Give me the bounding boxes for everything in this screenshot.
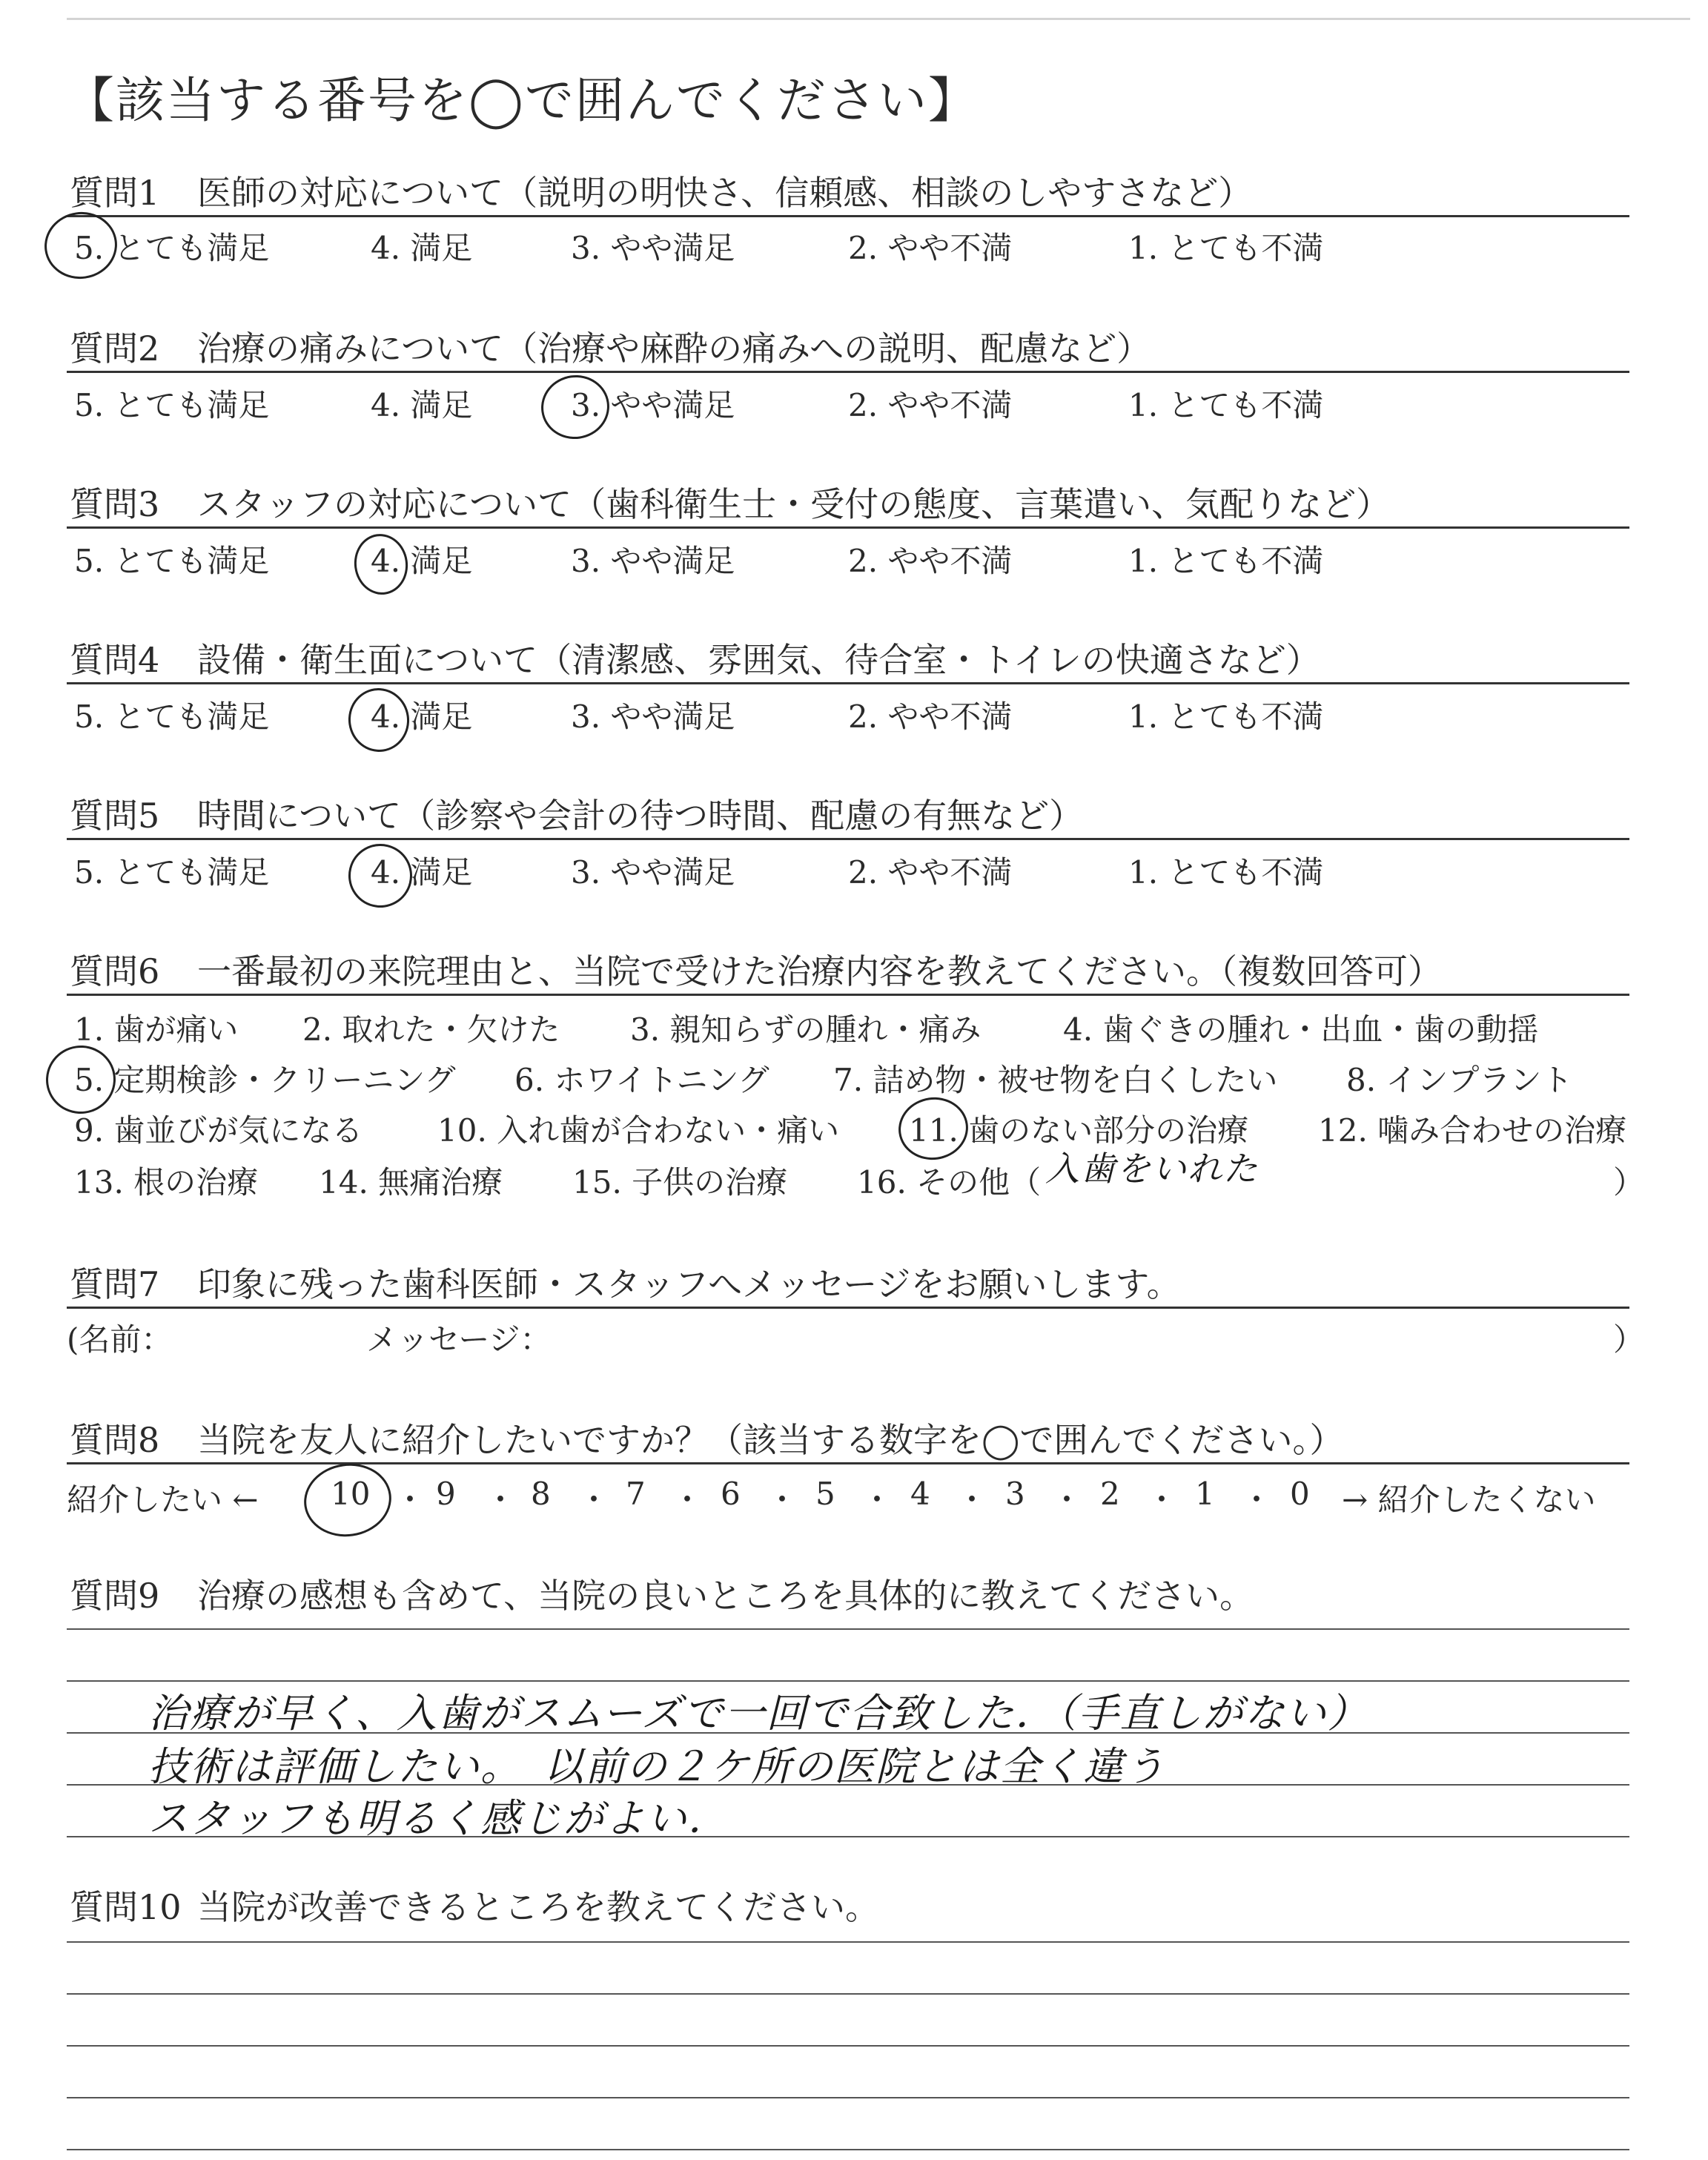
scale-separator: ・ xyxy=(394,1482,426,1518)
scale-7[interactable]: 7 xyxy=(626,1476,646,1512)
scale-separator: ・ xyxy=(578,1482,610,1518)
question-10 xyxy=(70,1880,879,1929)
scale-1[interactable]: 1 xyxy=(1195,1476,1215,1512)
choice-3[interactable]: 3. やや満足 xyxy=(571,230,735,266)
option-16[interactable]: 16. その他（ xyxy=(857,1164,1042,1200)
choice-1[interactable]: 1. とても不満 xyxy=(1128,698,1324,735)
option-9[interactable]: 9. 歯並びが気になる xyxy=(74,1112,363,1149)
scale-4[interactable]: 4 xyxy=(910,1476,930,1512)
writing-line xyxy=(67,2149,1629,2150)
question-9 xyxy=(70,1569,1254,1618)
question-number: 質問4 xyxy=(70,640,160,680)
handwritten-line-1: 治療が早く、入歯がスムーズで一回で合致した．（手直しがない） xyxy=(148,1690,1369,1737)
other-handwritten: 入歯をいれた xyxy=(1045,1149,1259,1189)
question-text: 当院を友人に紹介したいですか？（該当する数字を◯で囲んでください。） xyxy=(197,1420,1344,1460)
option-6[interactable]: 6. ホワイトニング xyxy=(514,1062,769,1098)
question-4 xyxy=(70,633,1320,682)
question-2 xyxy=(70,322,1151,371)
choice-5[interactable]: 5. とても満足 xyxy=(74,543,270,579)
handwritten-line-2: 技術は評価したい。 以前の２ケ所の医院とは全く違う xyxy=(148,1743,1166,1790)
question-number: 質問7 xyxy=(70,1264,160,1304)
choice-4[interactable]: 4. 満足 xyxy=(371,698,473,735)
question-number: 質問9 xyxy=(70,1576,160,1616)
scale-3[interactable]: 3 xyxy=(1005,1476,1025,1512)
recommend-right-label: → 紹介したくない xyxy=(1342,1482,1596,1518)
choice-3[interactable]: 3. やや満足 xyxy=(571,698,735,735)
option-10[interactable]: 10. 入れ歯が合わない・痛い xyxy=(437,1112,840,1149)
scale-9[interactable]: 9 xyxy=(436,1476,456,1512)
question-number: 質問3 xyxy=(70,484,160,524)
question-text: 医師の対応について（説明の明快さ、信頼感、相談のしやすさなど） xyxy=(197,173,1253,213)
question-text: 治療の感想も含めて、当院の良いところを具体的に教えてください。 xyxy=(197,1576,1254,1616)
choice-2[interactable]: 2. やや不満 xyxy=(848,387,1013,423)
scale-10[interactable]: 10 xyxy=(331,1476,371,1512)
question-text: 治療の痛みについて（治療や麻酔の痛みへの説明、配慮など） xyxy=(197,328,1151,369)
choice-3[interactable]: 3. やや満足 xyxy=(571,543,735,579)
choice-1[interactable]: 1. とても不満 xyxy=(1128,543,1324,579)
question-8 xyxy=(70,1413,1343,1462)
choice-2[interactable]: 2. やや不満 xyxy=(848,698,1013,735)
handwritten-line-3: スタッフも明るく感じがよい． xyxy=(148,1795,729,1842)
writing-line xyxy=(67,1993,1629,1995)
divider xyxy=(67,994,1629,996)
choice-4[interactable]: 4. 満足 xyxy=(371,543,473,579)
scale-separator: ・ xyxy=(1146,1482,1178,1518)
divider xyxy=(67,838,1629,840)
question-text: 当院が改善できるところを教えてください。 xyxy=(197,1887,879,1927)
choice-3[interactable]: 3. やや満足 xyxy=(571,387,735,423)
question-text: 時間について（診察や会計の待つ時間、配慮の有無など） xyxy=(197,796,1084,836)
question-number: 質問10 xyxy=(70,1887,182,1927)
scale-8[interactable]: 8 xyxy=(531,1476,551,1512)
option-14[interactable]: 14. 無痛治療 xyxy=(319,1164,503,1200)
question-1 xyxy=(70,166,1252,215)
scale-5[interactable]: 5 xyxy=(815,1476,835,1512)
scale-separator: ・ xyxy=(1051,1482,1083,1518)
scale-6[interactable]: 6 xyxy=(721,1476,741,1512)
option-2[interactable]: 2. 取れた・欠けた xyxy=(302,1011,560,1048)
question-number: 質問6 xyxy=(70,951,160,991)
choice-4[interactable]: 4. 満足 xyxy=(371,854,473,891)
scale-0[interactable]: 0 xyxy=(1290,1476,1310,1512)
choice-5[interactable]: 5. とても満足 xyxy=(74,854,270,891)
choice-3[interactable]: 3. やや満足 xyxy=(571,854,735,891)
divider xyxy=(67,526,1629,529)
choice-1[interactable]: 1. とても不満 xyxy=(1128,230,1324,266)
scale-separator: ・ xyxy=(1241,1482,1273,1518)
scale-separator: ・ xyxy=(861,1482,893,1518)
question-number: 質問5 xyxy=(70,796,160,836)
choice-4[interactable]: 4. 満足 xyxy=(371,230,473,266)
scale-separator: ・ xyxy=(767,1482,798,1518)
question-6 xyxy=(70,945,1442,994)
question-text: スタッフの対応について（歯科衛生士・受付の態度、言葉遣い、気配りなど） xyxy=(197,484,1391,524)
recommend-left-label: 紹介したい ← xyxy=(67,1482,259,1518)
form-title: 【該当する番号を◯で囲んでください】 xyxy=(65,72,979,129)
option-8[interactable]: 8. インプラント xyxy=(1346,1062,1573,1098)
selection-circle xyxy=(40,208,122,284)
question-text: 印象に残った歯科医師・スタッフへメッセージをお願いします。 xyxy=(197,1264,1181,1304)
question-5 xyxy=(70,789,1083,838)
question-text: 一番最初の来院理由と、当院で受けた治療内容を教えてください。（複数回答可） xyxy=(197,951,1442,991)
question-number: 質問1 xyxy=(70,173,160,213)
question-text: 設備・衛生面について（清潔感、雰囲気、待合室・トイレの快適さなど） xyxy=(197,640,1320,680)
choice-2[interactable]: 2. やや不満 xyxy=(848,230,1013,266)
divider xyxy=(67,682,1629,684)
choice-4[interactable]: 4. 満足 xyxy=(371,387,473,423)
choice-1[interactable]: 1. とても不満 xyxy=(1128,387,1324,423)
option-7[interactable]: 7. 詰め物・被せ物を白くしたい xyxy=(833,1062,1278,1098)
top-border xyxy=(67,18,1690,20)
choice-2[interactable]: 2. やや不満 xyxy=(848,543,1013,579)
scale-separator: ・ xyxy=(672,1482,704,1518)
writing-line xyxy=(67,2045,1629,2047)
choice-5[interactable]: 5. とても満足 xyxy=(74,230,270,266)
option-15[interactable]: 15. 子供の治療 xyxy=(572,1164,788,1200)
question-3 xyxy=(70,478,1390,526)
close-paren: ） xyxy=(1613,1321,1645,1358)
option-11[interactable]: 11. 歯のない部分の治療 xyxy=(909,1112,1249,1149)
name-label: (名前： xyxy=(67,1321,173,1358)
option-13[interactable]: 13. 根の治療 xyxy=(74,1164,259,1200)
divider xyxy=(67,371,1629,373)
question-number: 質問2 xyxy=(70,328,160,369)
option-4[interactable]: 4. 歯ぐきの腫れ・出血・歯の動揺 xyxy=(1063,1011,1539,1048)
option-3[interactable]: 3. 親知らずの腫れ・痛み xyxy=(630,1011,982,1048)
selection-circle xyxy=(299,1458,396,1542)
divider xyxy=(67,1307,1629,1309)
writing-line xyxy=(67,1628,1629,1630)
option-12[interactable]: 12. 噛み合わせの治療 xyxy=(1318,1112,1627,1149)
choice-5[interactable]: 5. とても満足 xyxy=(74,698,270,735)
choice-2[interactable]: 2. やや不満 xyxy=(848,854,1013,891)
message-label: メッセージ： xyxy=(366,1321,552,1358)
scale-separator: ・ xyxy=(956,1482,988,1518)
selection-circle xyxy=(895,1093,973,1164)
scale-separator: ・ xyxy=(485,1482,517,1518)
writing-line xyxy=(67,1941,1629,1943)
option-5[interactable]: 5. 定期検診・クリーニング xyxy=(74,1062,456,1098)
option-1[interactable]: 1. 歯が痛い xyxy=(74,1011,239,1048)
choice-1[interactable]: 1. とても不満 xyxy=(1128,854,1324,891)
divider xyxy=(67,215,1629,217)
choice-5[interactable]: 5. とても満足 xyxy=(74,387,270,423)
divider xyxy=(67,1462,1629,1464)
close-paren: ） xyxy=(1613,1164,1645,1200)
writing-line xyxy=(67,2097,1629,2098)
scale-2[interactable]: 2 xyxy=(1100,1476,1120,1512)
question-7 xyxy=(70,1258,1181,1307)
question-number: 質問8 xyxy=(70,1420,160,1460)
